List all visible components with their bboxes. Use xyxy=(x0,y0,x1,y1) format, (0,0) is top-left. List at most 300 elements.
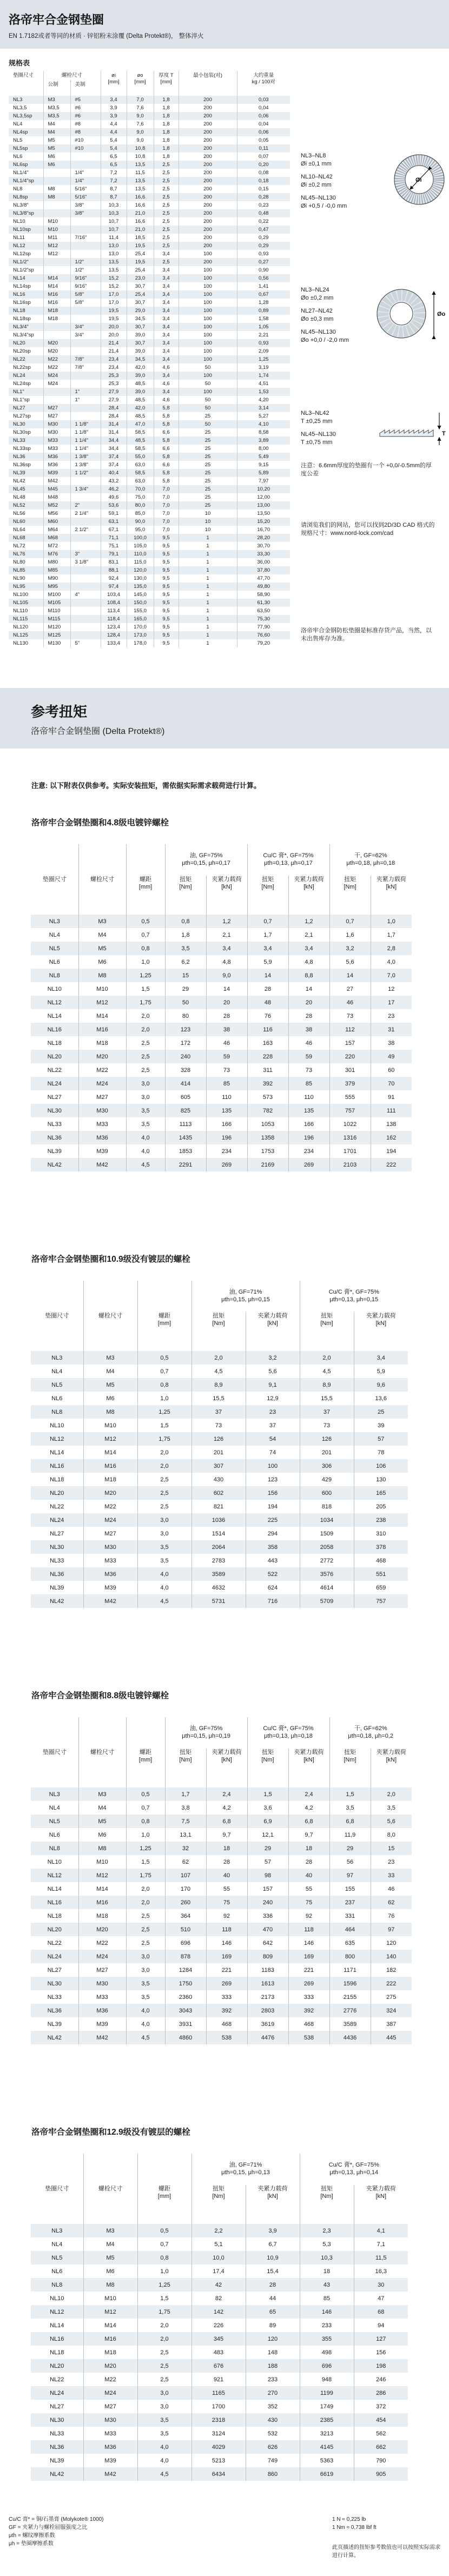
table-cell: M36 xyxy=(43,461,70,469)
table-cell: NL27 xyxy=(47,1966,62,1974)
table-cell: M27 xyxy=(78,1090,126,1104)
table-cell: 200 xyxy=(179,161,237,169)
table-cell: 46 xyxy=(371,1882,412,1896)
table-cell: 4029 xyxy=(192,2440,246,2454)
table-cell: M33 xyxy=(78,1990,126,2004)
table-cell: 3,4 xyxy=(154,323,179,331)
table-row xyxy=(31,955,412,969)
table-cell: 100 xyxy=(179,331,237,339)
table-row xyxy=(31,2427,408,2440)
table-cell: 2,0 xyxy=(137,2332,192,2346)
table-row xyxy=(9,558,290,566)
table-cell: 7,0 xyxy=(154,518,179,526)
table-cell: 73 xyxy=(288,1063,329,1077)
table-cell: 28,4 xyxy=(101,404,127,412)
table-cell: 1,41 xyxy=(237,282,290,290)
col-header-bolt-size: 螺栓尺寸 xyxy=(83,2185,137,2224)
table-row xyxy=(9,436,290,445)
table-cell: 48,5 xyxy=(127,396,154,404)
table-row xyxy=(31,1842,412,1855)
table-cell: 53,6 xyxy=(101,501,127,509)
table-cell: 294 xyxy=(246,1527,300,1540)
table-cell: NL30 xyxy=(50,1544,64,1551)
table-cell: 21,0 xyxy=(127,209,154,217)
table-cell: 48,5 xyxy=(127,436,154,445)
table-cell: M14 xyxy=(83,2319,137,2332)
table-cell: NL12 xyxy=(50,1435,64,1442)
table-cell: 155,0 xyxy=(127,607,154,615)
table-cell: 200 xyxy=(179,144,237,153)
table-cell: 0,67 xyxy=(237,290,290,299)
table-cell: 605 xyxy=(165,1090,206,1104)
table-row xyxy=(31,2264,408,2278)
table-cell: 33,30 xyxy=(237,550,290,558)
table-cell: 120 xyxy=(371,1936,412,1950)
table-cell: 2,5 xyxy=(154,177,179,185)
table-cell: 800 xyxy=(329,1950,371,1963)
table-cell: M6 xyxy=(43,153,70,161)
table-cell: 0,56 xyxy=(237,274,290,282)
table-cell: 0,07 xyxy=(237,153,290,161)
table-cell: 39 xyxy=(354,1419,408,1432)
table-cell: 4,4 xyxy=(101,128,127,136)
table-row xyxy=(9,631,290,639)
table-cell: 10,8 xyxy=(127,153,154,161)
table-cell: 18,5 xyxy=(127,234,154,242)
table-cell: 73 xyxy=(192,1419,246,1432)
table-cell: 200 xyxy=(179,185,237,193)
table-cell: 1 1/8" xyxy=(70,420,101,428)
table-row xyxy=(31,1787,412,1801)
table-cell: NL64 xyxy=(13,527,25,533)
table-cell: NL42 xyxy=(13,478,25,484)
table-cell: 4436 xyxy=(329,2031,371,2044)
table-cell: 200 xyxy=(179,112,237,120)
table-cell: NL12 xyxy=(47,999,62,1006)
table-cell: 70 xyxy=(371,1077,412,1090)
table-cell: 11,9 xyxy=(329,1828,371,1842)
table-cell: 58,5 xyxy=(127,445,154,453)
table-cell: M20 xyxy=(43,347,70,355)
table-cell: M4 xyxy=(83,2237,137,2251)
table-cell: 15,5 xyxy=(192,1392,246,1405)
table-cell: M27 xyxy=(43,404,70,412)
table-cell: 48,5 xyxy=(127,412,154,420)
table-cell: 28 xyxy=(247,982,288,996)
table-cell: 3,8 xyxy=(165,1801,206,1815)
condition-group-header: Cu/C 膏*, GF=75% μth=0,13, μh=0,18 xyxy=(247,1717,329,1749)
table-cell: 37,4 xyxy=(101,461,127,469)
table-cell: 120,0 xyxy=(127,566,154,574)
table-cell: 166 xyxy=(206,1117,247,1131)
table-cell: 9,5 xyxy=(154,639,179,647)
table-cell: 5,8 xyxy=(154,404,179,412)
table-cell: 0,22 xyxy=(237,217,290,226)
table-cell: NL33 xyxy=(50,1557,64,1564)
table-cell: NL27 xyxy=(13,405,25,411)
table-cell: NL3 xyxy=(51,1354,63,1361)
table-cell: 2,5 xyxy=(154,217,179,226)
table-cell: 25 xyxy=(179,485,237,493)
table-row xyxy=(9,161,290,169)
table-cell: M68 xyxy=(43,534,70,542)
table-cell: 127 xyxy=(354,2332,408,2346)
table-cell: M24 xyxy=(83,1513,137,1527)
table-cell: 100 xyxy=(179,266,237,274)
table-row xyxy=(31,2031,412,2044)
table-cell: 5,4 xyxy=(101,136,127,144)
table-row xyxy=(31,1554,408,1567)
table-cell: 146 xyxy=(206,1936,247,1950)
table-cell: 79,20 xyxy=(237,639,290,647)
table-cell: 5,6 xyxy=(371,1815,412,1828)
table-cell: 1 3/8" xyxy=(70,461,101,469)
table-cell: 1,8 xyxy=(165,928,206,942)
table-cell: 0,05 xyxy=(237,136,290,144)
table-cell: 7,1 xyxy=(354,2237,408,2251)
table-cell: #8 xyxy=(70,128,101,136)
table-cell: 9,5 xyxy=(154,558,179,566)
table-row xyxy=(9,169,290,177)
table-cell: M16 xyxy=(83,2332,137,2346)
table-cell: 860 xyxy=(246,2467,300,2481)
table-cell: 1113 xyxy=(165,1117,206,1131)
table-row xyxy=(9,347,290,355)
table-cell: NL115 xyxy=(13,616,28,622)
table-cell: 115,0 xyxy=(127,558,154,566)
table-row xyxy=(31,1828,412,1842)
table-cell: 0,06 xyxy=(237,112,290,120)
table-cell: M14 xyxy=(43,274,70,282)
table-cell: 33 xyxy=(371,1869,412,1882)
table-row xyxy=(9,120,290,128)
table-row xyxy=(31,982,412,996)
table-cell: 28,4 xyxy=(101,412,127,420)
table-cell: NL33 xyxy=(50,2430,64,2437)
table-row xyxy=(9,209,290,217)
table-cell: 42,0 xyxy=(127,404,154,412)
table-cell: M14 xyxy=(78,1009,126,1023)
table-cell: 58,5 xyxy=(127,469,154,477)
table-cell: 4,6 xyxy=(154,380,179,388)
table-cell: 17,0 xyxy=(101,299,127,307)
table-cell: 15,20 xyxy=(237,518,290,526)
unit-conversions xyxy=(332,2515,440,2532)
table-cell: 269 xyxy=(288,1158,329,1171)
table-cell: 782 xyxy=(247,1104,288,1117)
table-cell: M5 xyxy=(78,1815,126,1828)
table-cell: 49,80 xyxy=(237,582,290,591)
table-cell: M24 xyxy=(78,1077,126,1090)
table-cell: 0,18 xyxy=(237,177,290,185)
table-cell: 7,0 xyxy=(154,501,179,509)
table-cell: 1,25 xyxy=(126,1842,165,1855)
table-cell: 225 xyxy=(246,1513,300,1527)
table-cell: 31 xyxy=(371,1023,412,1036)
table-cell: NL3 xyxy=(49,918,60,925)
table-row xyxy=(9,615,290,623)
table-cell: 2360 xyxy=(165,1990,206,2004)
list-line: Cu/C 膏* = 铜/石墨膏 (Molykote® 1000) xyxy=(9,2517,104,2522)
table-cell xyxy=(70,599,101,607)
torque-subtitle: 洛帝牢合金钢垫圈 (Delta Protekt®) xyxy=(31,727,165,736)
table-row xyxy=(9,258,290,266)
col-header-torque: 扭矩 [Nm] xyxy=(247,1749,288,1787)
table-cell: 100 xyxy=(179,274,237,282)
table-cell: NL56 xyxy=(13,511,25,516)
list-line: μth = 螺纹摩擦系数 xyxy=(9,2533,55,2539)
col-header-washer-size: 垫圈尺寸 xyxy=(42,876,67,883)
table-cell: NL120 xyxy=(13,624,28,630)
table-cell: M39 xyxy=(83,1581,137,1594)
table-cell: 749 xyxy=(246,2454,300,2467)
table-cell: M45 xyxy=(43,485,70,493)
table-cell: 71,1 xyxy=(101,534,127,542)
table-cell: 429 xyxy=(300,1473,354,1486)
table-cell: 3,4 xyxy=(154,266,179,274)
table-cell: NL3 xyxy=(49,1791,60,1798)
col-header-torque: 扭矩 [Nm] xyxy=(247,876,288,915)
table-cell: 1034 xyxy=(300,1513,354,1527)
table-cell: 200 xyxy=(179,153,237,161)
table-cell: 464 xyxy=(329,1923,371,1936)
table-cell: NL36sp xyxy=(13,462,31,468)
table-cell: 3/4" xyxy=(70,331,101,339)
table-cell: 716 xyxy=(246,1594,300,1608)
table-cell: 9,7 xyxy=(288,1828,329,1842)
table-cell: 1183 xyxy=(247,1963,288,1977)
table-cell: 602 xyxy=(192,1486,246,1500)
table-cell xyxy=(70,607,101,615)
table-cell: 9,5 xyxy=(154,582,179,591)
page-subtitle: EN 1.7182或者等同的材质 · 锌铝粉末涂覆 (Delta Protekt®)， 整体淬火 xyxy=(9,33,204,39)
table-cell: 43,2 xyxy=(101,477,127,485)
table-cell: 15,2 xyxy=(101,282,127,290)
table-cell: M18 xyxy=(83,2346,137,2359)
table-cell: 757 xyxy=(354,1594,408,1608)
table-cell: 4145 xyxy=(300,2440,354,2454)
table-cell: 2,5 xyxy=(137,2346,192,2359)
table-cell: 1 xyxy=(179,591,237,599)
table-cell: 2,0 xyxy=(192,1351,246,1365)
table-cell: 126 xyxy=(300,1432,354,1446)
table-cell: 2,0 xyxy=(126,1882,165,1896)
table-cell: 1165 xyxy=(192,2386,246,2400)
table-cell: M64 xyxy=(43,526,70,534)
table-cell: M27 xyxy=(83,1527,137,1540)
table-cell: 165,0 xyxy=(127,615,154,623)
table-cell: 3,0 xyxy=(137,2386,192,2400)
table-cell: 2783 xyxy=(192,1554,246,1567)
table-cell: 88,1 xyxy=(101,566,127,574)
table-cell: 3 1/8" xyxy=(70,558,101,566)
table-cell: 56 xyxy=(329,1855,371,1869)
table-cell xyxy=(43,169,70,177)
table-cell: 3,4 xyxy=(154,307,179,315)
table-cell: 3,4 xyxy=(154,274,179,282)
table-row xyxy=(9,153,290,161)
table-cell: 2,0 xyxy=(126,1023,165,1036)
table-cell: 110,0 xyxy=(127,550,154,558)
table-cell: 600 xyxy=(300,1486,354,1500)
table-cell: 4,0 xyxy=(126,1131,165,1144)
torque-title: 参考扭矩 xyxy=(31,704,88,720)
table-cell: NL45 xyxy=(13,486,25,492)
table-cell: 3,14 xyxy=(237,404,290,412)
table-cell: 28 xyxy=(206,1009,247,1023)
table-cell: 12,00 xyxy=(237,493,290,501)
col-header-clamp-load: 夹紧力载荷 [kN] xyxy=(371,1749,412,1787)
table-cell: 172 xyxy=(165,1036,206,1050)
table-cell: M27 xyxy=(78,1963,126,1977)
table-cell: NL3,5 xyxy=(13,105,27,111)
table-cell: 3,5 xyxy=(137,2427,192,2440)
table-cell: NL22 xyxy=(13,356,25,362)
table-cell: 5363 xyxy=(300,2454,354,2467)
table-cell: 23 xyxy=(371,1855,412,1869)
table-cell: 59,1 xyxy=(101,509,127,518)
table-cell: 200 xyxy=(179,193,237,201)
table-cell: 5,8 xyxy=(154,469,179,477)
table-cell: 825 xyxy=(165,1104,206,1117)
condition-group-header: 油, GF=75% μth=0,15, μh=0,17 xyxy=(165,844,247,876)
table-cell: M24 xyxy=(83,2386,137,2400)
table-cell: NL20 xyxy=(47,1053,62,1060)
table-cell: 76,60 xyxy=(237,631,290,639)
torque-table-1-wrap xyxy=(0,844,449,1171)
table-cell: 162 xyxy=(371,1131,412,1144)
table-cell: 2103 xyxy=(329,1158,371,1171)
table-cell: M39 xyxy=(78,1144,126,1158)
table-cell: 659 xyxy=(354,1581,408,1594)
table-cell: 13,5 xyxy=(101,266,127,274)
table-cell: 39,0 xyxy=(127,347,154,355)
table-cell xyxy=(43,388,70,396)
table-cell: 5,3 xyxy=(300,2237,354,2251)
table-cell: 3,4 xyxy=(247,942,288,955)
table-cell: 7/8" xyxy=(70,363,101,372)
table-cell: 0,8 xyxy=(165,915,206,928)
table-cell xyxy=(70,582,101,591)
table-cell: M20 xyxy=(78,1923,126,1936)
table-cell: 3576 xyxy=(300,1567,354,1581)
table-cell: 1,5 xyxy=(247,1787,288,1801)
table-cell: 80 xyxy=(165,1009,206,1023)
table-row xyxy=(31,1009,412,1023)
table-cell: 3,5 xyxy=(126,1977,165,1990)
table-cell: 200 xyxy=(179,177,237,185)
table-cell: 11,4 xyxy=(101,234,127,242)
table-cell: 106 xyxy=(354,1459,408,1473)
col-header-bolt-size: 螺栓尺寸 xyxy=(78,1749,126,1787)
table-cell: 1,8 xyxy=(154,153,179,161)
table-cell: M22 xyxy=(43,363,70,372)
table-cell: 0,29 xyxy=(237,242,290,250)
table-row xyxy=(31,2454,408,2467)
table-cell: M12 xyxy=(43,250,70,258)
list-line: μh = 垫圈摩擦系数 xyxy=(9,2541,54,2547)
table-cell: 100 xyxy=(179,282,237,290)
table-cell xyxy=(70,315,101,323)
condition-group-header: 干, GF=62% μth=0,18, μh=0,2 xyxy=(329,1717,412,1749)
table-cell: 4,8 xyxy=(288,955,329,969)
table-cell: NL33 xyxy=(47,1121,62,1128)
table-cell: 6,6 xyxy=(154,461,179,469)
table-cell: 100 xyxy=(179,323,237,331)
table-cell: 198 xyxy=(354,2359,408,2373)
table-cell: 3,5 xyxy=(126,1117,165,1131)
table-cell: 9,5 xyxy=(154,591,179,599)
table-cell: 948 xyxy=(300,2373,354,2386)
table-cell: 233 xyxy=(246,2373,300,2386)
table-row xyxy=(9,493,290,501)
table-cell: 113,4 xyxy=(101,607,127,615)
table-row xyxy=(31,1500,408,1513)
table-cell: 345 xyxy=(192,2332,246,2346)
table-cell: 27,9 xyxy=(101,388,127,396)
table-cell: M20 xyxy=(83,1486,137,1500)
table-cell: 5213 xyxy=(192,2454,246,2467)
table-cell: M4 xyxy=(43,128,70,136)
table-cell: 2,8 xyxy=(371,942,412,955)
table-cell: 30,7 xyxy=(127,282,154,290)
table-cell: 1750 xyxy=(165,1977,206,1990)
table-cell: 63,50 xyxy=(237,607,290,615)
table-row xyxy=(31,1378,408,1392)
table-cell xyxy=(70,242,101,250)
table-cell: 8,7 xyxy=(101,185,127,193)
table-cell: NL24sp xyxy=(13,381,31,387)
table-cell: 635 xyxy=(329,1936,371,1950)
table-cell: 105,0 xyxy=(127,542,154,550)
table-row xyxy=(9,128,290,136)
table-cell: 1,5 xyxy=(137,1419,192,1432)
table-cell: M33 xyxy=(43,445,70,453)
table-cell: 0,23 xyxy=(237,201,290,209)
table-cell: 1,05 xyxy=(237,323,290,331)
table-cell: 28,20 xyxy=(237,534,290,542)
table-row xyxy=(9,574,290,582)
table-cell: 29,0 xyxy=(127,307,154,315)
table-cell: 103,4 xyxy=(101,591,127,599)
table-cell: 27 xyxy=(329,982,371,996)
thickness-label: T xyxy=(442,431,446,437)
table-cell: M120 xyxy=(43,623,70,631)
table-cell: M8 xyxy=(43,185,70,193)
table-cell: 5,8 xyxy=(154,436,179,445)
table-cell: M30 xyxy=(43,428,70,436)
table-cell: 0,5 xyxy=(126,1787,165,1801)
table-cell: 3,5 xyxy=(137,2413,192,2427)
table-row xyxy=(31,2004,412,2017)
table-cell: NL42 xyxy=(50,2471,64,2478)
table-cell: 1,6 xyxy=(329,928,371,942)
table-cell: 9,5 xyxy=(154,623,179,631)
table-cell: 200 xyxy=(179,96,237,104)
table-cell: M14 xyxy=(83,1446,137,1459)
table-cell: 2803 xyxy=(247,2004,288,2017)
col-header-clamp-load: 夹紧力载荷 [kN] xyxy=(246,1312,300,1351)
table-cell: 100 xyxy=(179,355,237,363)
table-cell: 2,4 xyxy=(206,1787,247,1801)
table-cell: 1,53 xyxy=(237,388,290,396)
table-cell: M3,5 xyxy=(43,112,70,120)
table-cell: M76 xyxy=(43,550,70,558)
spec-section xyxy=(0,57,449,647)
table-cell: 3" xyxy=(70,550,101,558)
table-cell: 562 xyxy=(354,2427,408,2440)
table-cell: NL27 xyxy=(50,1530,64,1537)
